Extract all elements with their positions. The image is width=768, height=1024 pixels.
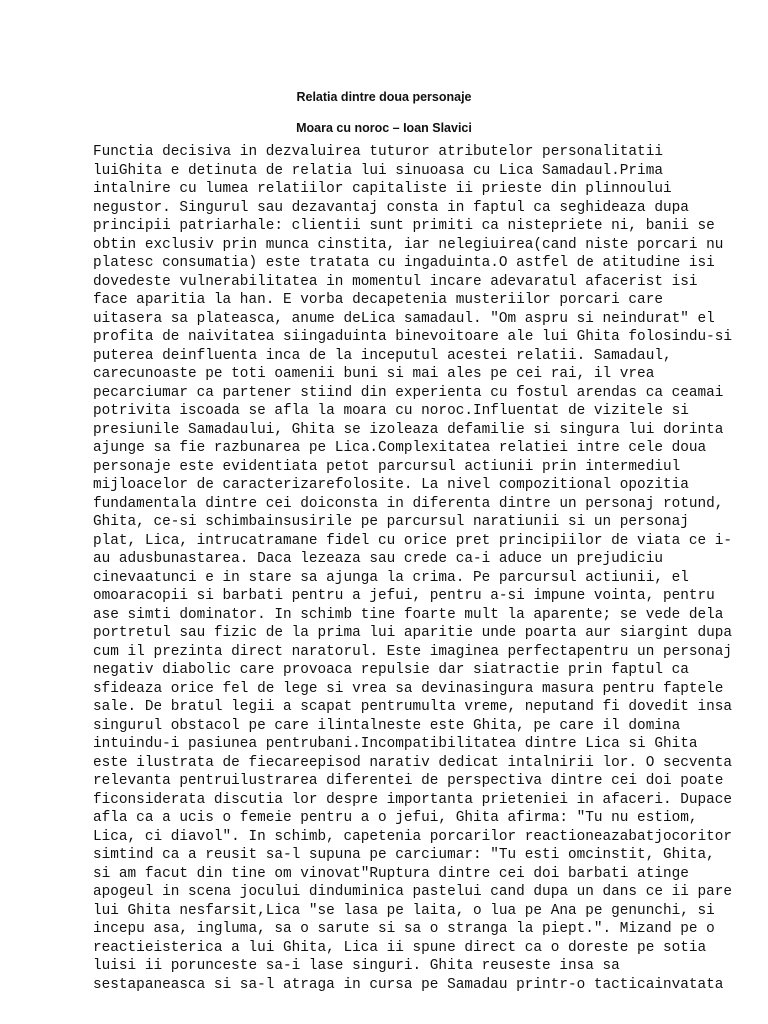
text-line: negativ diabolic care provoaca repulsie dar siatractie prin faptul ca: [93, 662, 689, 678]
text-line: carecunoaste pe toti oamenii buni si mai ales pe cei rai, il vrea: [93, 366, 655, 382]
text-line: potrivita iscoada se afla la moara cu noroc.Influentat de vizitele si: [93, 403, 689, 419]
text-line: omoaracopii si barbati pentru a jefui, pentru a-si impune vointa, pentru: [93, 588, 715, 604]
text-line: presiunile Samadaului, Ghita se izoleaza defamilie si singura lui dorinta: [93, 421, 724, 438]
text-line: fundamentala dintre cei doiconsta in diferenta dintre un personaj rotund,: [93, 495, 724, 512]
text-line: cum il prezinta direct naratorul. Este imaginea perfectapentru un personaj: [93, 643, 733, 660]
text-line: ase simti dominator. In schimb tine foarte mult la aparente; se vede dela: [93, 606, 724, 623]
text-line: sfideaza orice fel de lege si vrea sa devinasingura masura pentru faptele: [93, 680, 724, 697]
text-line: uitasera sa plateasca, anume deLica samadaul. "Om aspru si neindurat" el: [93, 310, 715, 327]
text-line: Functia decisiva in dezvaluirea tuturor atributelor personalitatii: [93, 144, 663, 160]
text-line: Ghita, ce-si schimbainsusirile pe parcursul naratiunii si un personaj: [93, 514, 689, 530]
text-line: Lica, ci diavol". In schimb, capetenia porcarilor reactioneazabatjocoritor: [93, 828, 733, 845]
text-line: au adusbunastarea. Daca lezeaza sau crede ca-i aduce un prejudiciu: [93, 551, 663, 567]
text-line: intalnire cu lumea relatiilor capitaliste ii prieste din plinnoului: [93, 181, 672, 197]
text-line: face aparitia la han. E vorba decapetenia musteriilor porcari care: [93, 292, 663, 308]
text-line: si am facut din tine om vinovat"Ruptura dintre cei doi barbati atinge: [93, 865, 689, 882]
body-text: [93, 143, 733, 994]
text-line: pecarciumar ca partener stiind din experienta cu fostul arendas ca ceamai: [93, 384, 724, 401]
text-line: sale. De bratul legii a scapat pentrumulta vreme, neputand fi dovedit insa: [93, 699, 733, 715]
text-line: simtind ca a reusit sa-l supuna pe carciumar: "Tu esti omcinstit, Ghita,: [93, 847, 715, 863]
text-line: apogeul in scena jocului dinduminica pastelui cand dupa un dans ce ii pare: [93, 884, 733, 900]
text-line: dovedeste vulnerabilitatea in momentul incare adevaratul afacerist isi: [93, 273, 698, 290]
text-line: luisi ii porunceste sa-i lase singuri. Ghita reuseste insa sa: [93, 958, 620, 974]
document-title: Relatia dintre doua personaje: [296, 90, 472, 104]
text-line: puterea deinfluenta inca de la inceputul acestei relatii. Samadaul,: [93, 347, 672, 364]
text-line: ficonsiderata discutia lor despre importanta prieteniei in afaceri. Dupace: [93, 791, 733, 808]
text-line: incepu asa, ingluma, sa o sarute si sa o stranga la piept.". Mizand pe o: [93, 921, 715, 937]
text-line: profita de naivitatea siingaduinta binevoitoare ale lui Ghita folosindu-si: [93, 329, 733, 345]
text-line: plat, Lica, intrucatramane fidel cu orice pret principiilor de viata ce i-: [93, 532, 733, 549]
text-line: personaje este evidentiata petot parcursul actiunii prin intermediul: [93, 458, 681, 475]
text-line: singurul obstacol pe care ilintalneste este Ghita, pe care il domina: [93, 717, 681, 734]
document-subtitle: Moara cu noroc – Ioan Slavici: [296, 121, 472, 135]
text-line: obtin exclusiv prin munca cinstita, iar nelegiuirea(cand niste porcari nu: [93, 236, 724, 253]
text-line: luiGhita e detinuta de relatia lui sinuoasa cu Lica Samadaul.Prima: [93, 162, 663, 179]
text-line: lui Ghita nesfarsit,Lica "se lasa pe laita, o lua pe Ana pe genunchi, si: [93, 902, 715, 919]
text-line: este ilustrata de fiecareepisod narativ dedicat intalnirii lor. O secventa: [93, 754, 733, 771]
text-line: negustor. Singurul sau dezavantaj consta in faptul ca seghideaza dupa: [93, 199, 689, 216]
text-line: cinevaatunci e in stare sa ajunga la crima. Pe parcursul actiunii, el: [93, 569, 689, 586]
text-line: reactieisterica a lui Ghita, Lica ii spune direct ca o doreste pe sotia: [93, 939, 707, 956]
text-line: ajunge sa fie razbunarea pe Lica.Complexitatea relatiei intre cele doua: [93, 440, 707, 456]
text-line: principii patriarhale: clientii sunt primiti ca nistepriete ni, banii se: [93, 218, 715, 234]
text-line: relevanta pentruilustrarea diferentei de perspectiva dintre cei doi poate: [93, 773, 724, 789]
text-line: platesc consumatia) este tratata cu ingaduinta.O astfel de atitudine isi: [93, 255, 715, 271]
text-line: intuindu-i pasiunea pentrubani.Incompatibilitatea dintre Lica si Ghita: [93, 736, 698, 752]
text-line: sestapaneasca si sa-l atraga in cursa pe Samadau printr-o tacticainvatata: [93, 976, 724, 993]
text-line: portretul sau fizic de la prima lui aparitie unde poarta aur siargint dupa: [93, 625, 733, 641]
text-line: afla ca a ucis o femeie pentru a o jefui, Ghita afirma: "Tu nu estiom,: [93, 810, 698, 826]
text-line: mijloacelor de caracterizarefolosite. La nivel compozitional opozitia: [93, 477, 689, 493]
